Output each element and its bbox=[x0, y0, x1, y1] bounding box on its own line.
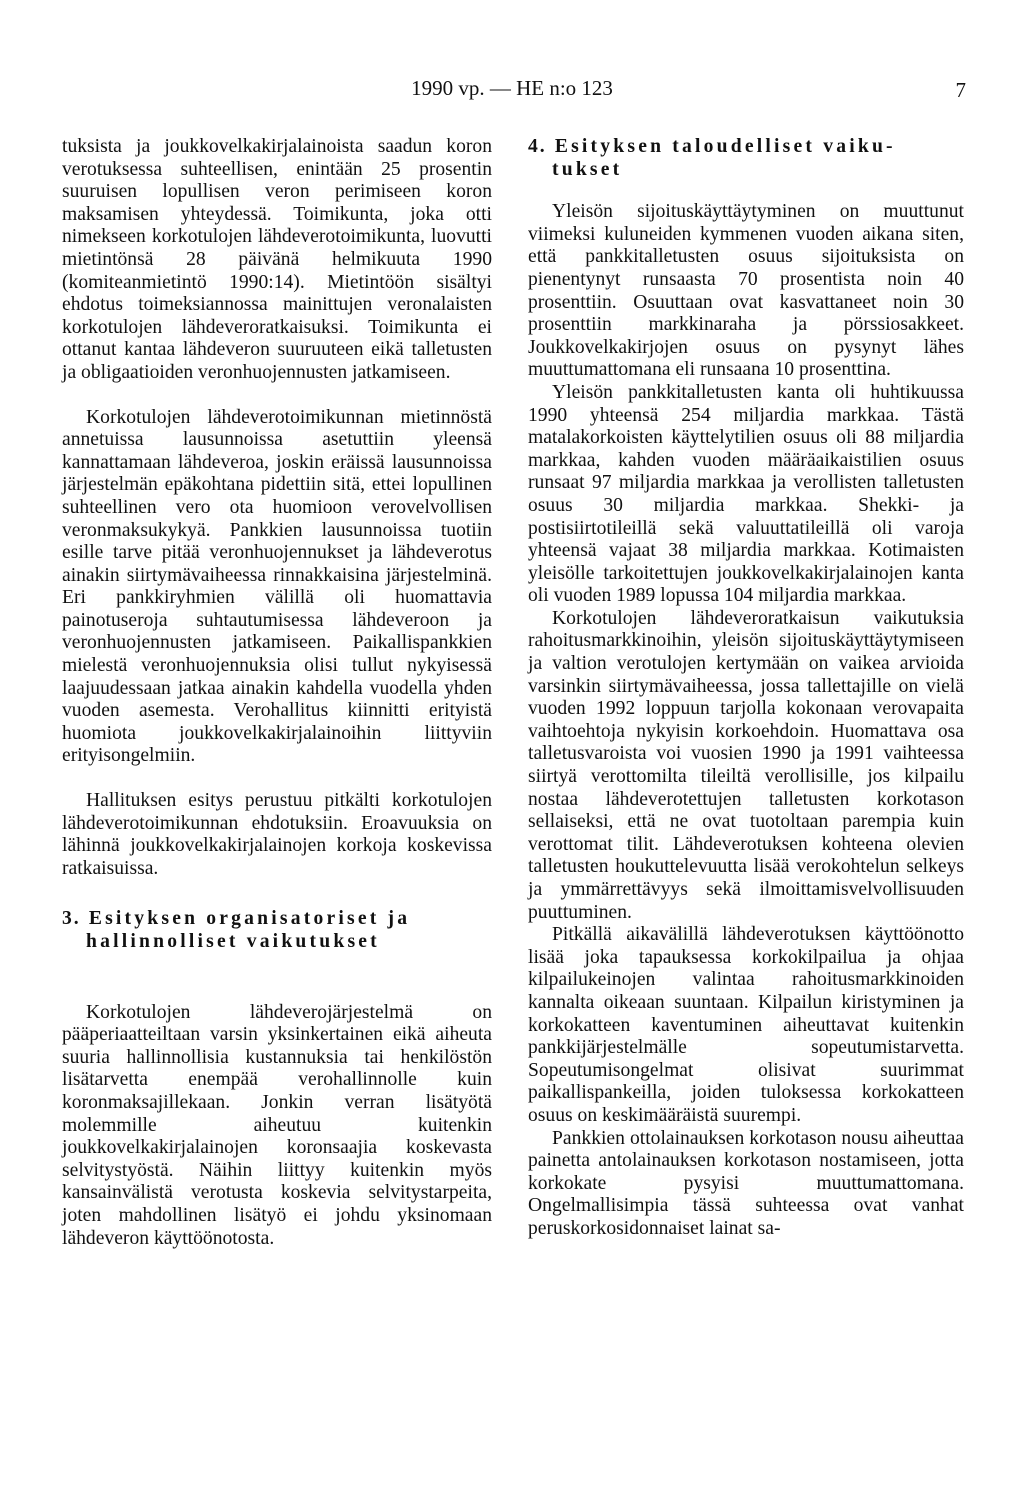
section-title-line-2: tukset bbox=[552, 158, 623, 180]
section-title-line-1: Esityksen organisatoriset ja bbox=[88, 908, 411, 930]
paragraph: Yleisön sijoituskäyttäytyminen on muuttunut viimeksi kuluneiden kymmenen vuoden aikana siten, että pankkitalletusten osuus sijoituksista on pienentynyt runsaasta 70 prosentista noin 40 prosenttiin. Osuuttaan ovat kasvattaneet noin 30 prosenttiin markkinaraha ja pörssiosakkeet. Joukkovelkakirjojen osuus on pysynyt lähes muuttumattomana eli runsaana 10 prosenttina. bbox=[528, 201, 964, 381]
paragraph: Yleisön pankkitalletusten kanta oli huhtikuussa 1990 yhteensä 254 miljardia markkaa. Tästä matalakorkoisten käyttelytilien osuus oli 88 miljardia markkaa, kahden vuoden määräaikaistilien osuus runsaat 97 miljardia markkaa ja verollisten talletusten osuus 30 miljardia markkaa. Shekki- ja postisiirtotileillä sekä valuuttatileillä oli varoja yhteensä vajaat 38 miljardia markkaa. Kotimaisten yleisölle tarkoitettujen joukkovelkakirjalainojen kanta oli vuoden 1989 lopussa 104 miljardia markkaa. bbox=[528, 381, 964, 607]
left-column bbox=[62, 136, 492, 1250]
section-number: 3. bbox=[62, 908, 81, 930]
paragraph: Pankkien ottolainauksen korkotason nousu aiheuttaa painetta antolainauksen korkotason nostamiseen, jotta korkokate pysyisi muuttumattomana. Ongelmallisimpia tässä suhteessa ovat vanhat peruskorkosidonnaiset lainat sa- bbox=[528, 1127, 964, 1239]
section-3-heading bbox=[62, 908, 492, 953]
paragraph: tuksista ja joukkovelkakirjalainoista saadun koron verotuksessa suhteellisen, enintään 25 prosentin suuruisen lopullisen veron perimiseen koron maksamisen yhteydessä. Toimikunta, joka otti nimekseen korkotulojen lähdeverotoimikunta, luovutti mietintönsä 28 päivänä helmikuuta 1990 (komiteanmietintö 1990:14). Mietintöön sisältyi ehdotus toimeksiannossa mainittujen veronalaisten korkotulojen lähdeveroratkaisuksi. Toimikunta ei ottanut kantaa lähdeveron suuruuteen eikä talletusten ja obligaatioiden veronhuojennusten jatkamiseen. bbox=[62, 136, 492, 383]
paragraph: Korkotulojen lähdeverojärjestelmä on pääperiaatteiltaan varsin yksinkertainen eikä aiheuta suuria hallinnollisia kustannuksia tai henkilöstön lisätarvetta enempää verohallinnolle kuin koronmaksajillekaan. Jonkin verran lisätyötä molemmille aiheutuu kuitenkin joukkovelkakirjalainojen koronsaajia koskevasta selvitystyöstä. Näihin liittyy kuitenkin myös kansainvälistä verotusta koskevia selvitystarpeita, joten mahdollinen lisätyö ei johdu yksinomaan lähdeveron käyttöönotosta. bbox=[62, 1001, 492, 1249]
paragraph: Hallituksen esitys perustuu pitkälti korkotulojen lähdeverotoimikunnan ehdotuksiin. Eroavuuksia on lähinnä joukkovelkakirjalainojen korkoja koskevissa ratkaisuissa. bbox=[62, 790, 492, 879]
running-title: 1990 vp. — HE n:o 123 bbox=[411, 76, 613, 100]
section-number: 4. bbox=[528, 136, 547, 157]
section-title-line-2: hallinnolliset vaikutukset bbox=[86, 931, 380, 952]
page-header bbox=[0, 76, 1024, 106]
right-column bbox=[528, 136, 964, 1241]
page-number: 7 bbox=[955, 78, 966, 102]
paragraph: Korkotulojen lähdeveroratkaisun vaikutuksia rahoitusmarkkinoihin, yleisön sijoituskäyttäytymiseen ja valtion verotulojen kertymään on vaikea arvioida varsinkin siirtymävaiheessa, jossa tallettajille on vielä vuoden 1992 loppuun tarjolla kokonaan verovapaita vaihtoehtoja nykyisin korkoehdoin. Huomattava osa talletusvaroista voi vuosien 1990 ja 1991 vaihteessa siirtyä verottomilta tileiltä verollisille, jos kilpailu nostaa lähdeverotettujen talletusten korkotason sellaiseksi, että ne ovat tuotoltaan parempia kuin verottomat tilit. Lähdeverotuksen kohteena olevien talletusten houkuttelevuutta lisää verokohtelun selkeys ja ymmärrettävyys sekä ilmoittamisvelvollisuuden puuttuminen. bbox=[528, 607, 964, 923]
section-title-line-1: Esityksen taloudelliset vaiku- bbox=[554, 136, 896, 157]
section-4-heading bbox=[528, 136, 964, 181]
paragraph: Pitkällä aikavälillä lähdeverotuksen käyttöönotto lisää joka tapauksessa korkokilpailua ja ohjaa kilpailukeinojen valintaa rahoitusmarkkinoiden kannalta oikeaan suuntaan. Kilpailun kiristyminen ja korkokatteen kaventuminen aiheuttavat kuitenkin pankkijärjestelmälle sopeutumistarvetta. Sopeutumisongelmat olisivat suurimmat paikallispankeilla, joiden tuloksessa korkokatteen osuus on keskimääräistä suurempi. bbox=[528, 924, 964, 1126]
paragraph: Korkotulojen lähdeverotoimikunnan mietinnöstä annetuissa lausunnoissa asetuttiin yleensä kannattamaan lähdeveroa, joskin eräissä lausunnoissa järjestelmän epäkohtana pidettiin sitä, ettei lopullinen suhteellinen vero ota huomioon verovelvollisen veronmaksukykyä. Pankkien lausunnoissa tuotiin esille tarve pitää veronhuojennukset ja lähdeverotus ainakin siirtymävaiheessa rinnakkaisina järjestelminä. Eri pankkiryhmien välillä oli huomattavia painotuseroja suhtautumisessa lähdeveroon ja veronhuojennusten jatkamiseen. Paikallispankkien mielestä veronhuojennuksia olisi tullut nykyisessä laajuudessaan jatkaa ainakin kahdella vuodella yhden vuoden asemesta. Verohallitus kiinnitti erityistä huomiota joukkovelkakirjalainoihin liittyviin erityisongelmiin. bbox=[62, 406, 492, 767]
